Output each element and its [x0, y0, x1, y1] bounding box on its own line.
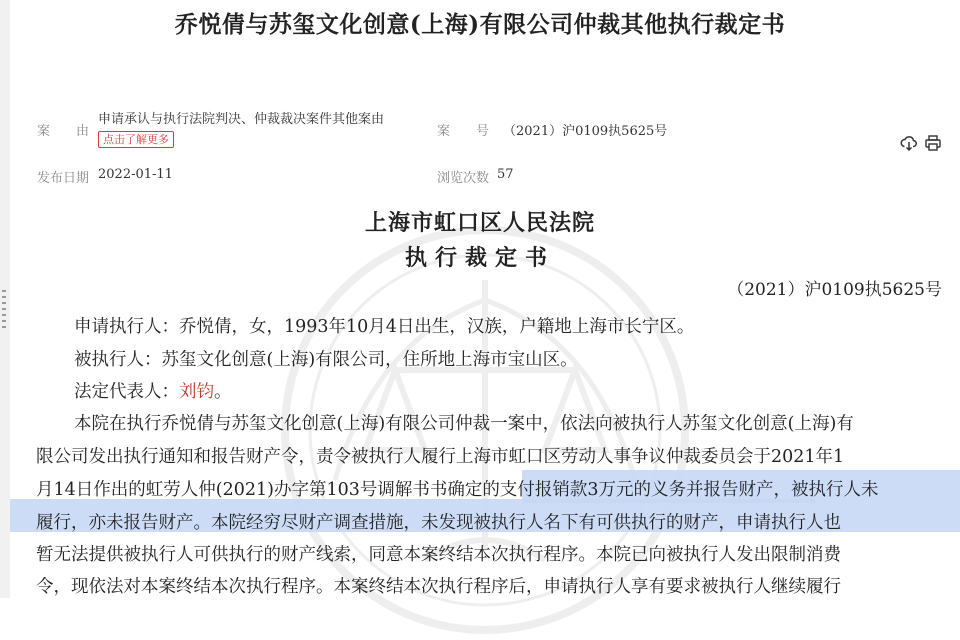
views-label: 浏览次数	[437, 171, 490, 186]
representative-name[interactable]: 刘钧	[179, 382, 214, 402]
learn-more-tag[interactable]: 点击了解更多	[98, 131, 174, 148]
document-type: 执行裁定书	[404, 245, 555, 271]
casenum-label: 案 号	[437, 124, 490, 139]
cause-value: 申请承认与执行法院判决、仲裁裁决案件其他案由	[98, 112, 385, 127]
date-label: 发布日期	[37, 171, 90, 186]
cause-label: 案 由	[37, 124, 90, 139]
date-value: 2022-01-11	[98, 167, 173, 182]
representative-end: 。	[214, 382, 232, 402]
body-line: 限公司发出执行通知和报告财产令，责令被执行人履行上海市虹口区劳动人事争议仲裁委员会于2021年1	[36, 447, 845, 467]
print-icon[interactable]	[924, 134, 942, 152]
page-title: 乔悦倩与苏玺文化创意(上海)有限公司仲裁其他执行裁定书	[174, 11, 786, 38]
views-value: 57	[497, 167, 514, 182]
left-scroll-bar[interactable]	[0, 0, 10, 598]
body-line: 履行，亦未报告财产。本院经穷尽财产调查措施，未发现被执行人名下有可供执行的财产，申请执行人也	[36, 513, 841, 533]
respondent-line: 被执行人：苏玺文化创意(上海)有限公司，住所地上海市宝山区。	[74, 350, 578, 370]
body-line: 暂无法提供被执行人可供执行的财产线索，同意本案终结本次执行程序。本院已向被执行人发出限制消费	[36, 545, 841, 565]
body-line: 本院在执行乔悦倩与苏玺文化创意(上海)有限公司仲裁一案中，依法向被执行人苏玺文化创意(上海)有	[74, 414, 854, 434]
representative-line	[74, 378, 232, 403]
casenum-value: （2021）沪0109执5625号	[503, 124, 668, 139]
download-icon[interactable]	[900, 134, 918, 152]
applicant-line: 申请执行人：乔悦倩，女，1993年10月4日出生，汉族，户籍地上海市长宁区。	[74, 317, 695, 337]
body-line: 月14日作出的虹劳人仲(2021)办字第103号调解书书确定的支付报销款3万元的义务并报告财产，被执行人未	[36, 480, 879, 500]
body-line: 令，现依法对本案终结本次执行程序。本案终结本次执行程序后，申请执行人享有要求被执行人继续履行	[36, 577, 841, 597]
drag-handle-icon[interactable]	[2, 290, 6, 330]
representative-label: 法定代表人：	[74, 382, 179, 402]
document-case-number: （2021）沪0109执5625号	[727, 280, 942, 300]
court-name: 上海市虹口区人民法院	[364, 210, 595, 236]
